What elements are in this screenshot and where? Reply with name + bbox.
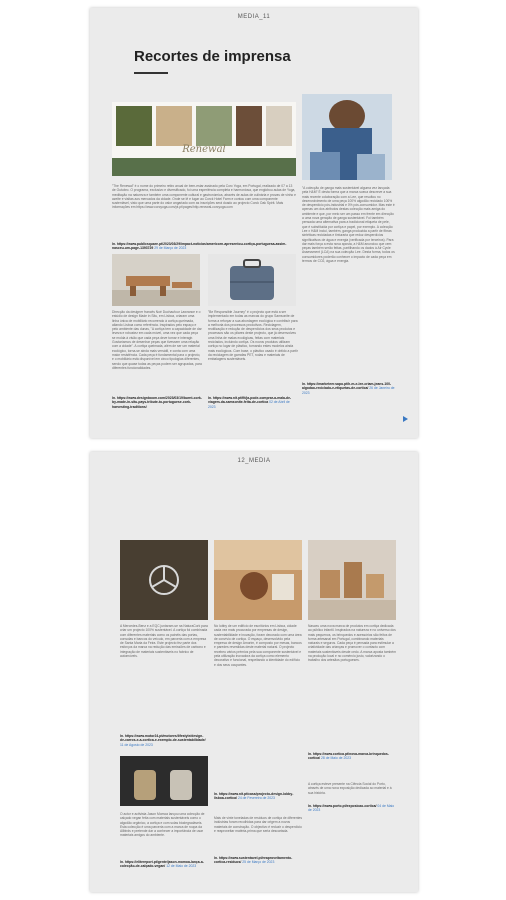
- page-title: Recortes de imprensa: [134, 48, 291, 65]
- article-waste-url[interactable]: In. https://www.sustentavel.pt/reaproveitamento-cortica-residuos/: [214, 856, 293, 865]
- cork-toys-photo: [308, 540, 396, 620]
- article-toys-body: Nasceu uma nova marca de produtos em cortiça dedicada ao público infantil. Inspirados na natureza e no universo dos mais pequenos, os brinquedos e acessórios são feitos de forma artesanal em Portugal, combinando materiais naturais e seguros. Cada peça é pensada para estimular a criatividade das crianças e promover o contacto com materiais sustentáveis desde cedo. A marca aposta também na produção local e no comércio justo, valorizando o trabalho dos artesãos portugueses.: [308, 624, 396, 663]
- article-suitcase-url[interactable]: In. https://www.nit.pt/fit/ja-pode-comprar-a-mala-de-viagem-da-samsonite-feita-de-cortica: [208, 396, 292, 405]
- article-waste-link[interactable]: [214, 856, 302, 865]
- article-mercedes-url[interactable]: In. https://www.motor24.pt/motores/lifestyle/design-de-carros-e-a-cortica-e-exemplo-de-sustentabilidade/: [120, 734, 206, 743]
- article-waste-date: 25 de Março de 2023: [242, 860, 275, 865]
- article-shoes-text: [120, 812, 208, 858]
- cork-lobby-photo: [214, 540, 302, 620]
- article-toys-text: [308, 624, 396, 750]
- page-header: 12_MEDIA: [237, 458, 271, 464]
- article-mercedes-date: 11 de Agosto de 2023: [120, 742, 153, 747]
- next-page-arrow-icon[interactable]: [403, 416, 408, 422]
- article-mercedes-text: [120, 624, 208, 732]
- article-lobby-date: 24 de Fevereiro de 2023: [237, 796, 275, 801]
- article-exhibition-text: [308, 782, 396, 802]
- article-renewal-link[interactable]: [112, 242, 296, 251]
- suitcase-photo: [208, 254, 296, 306]
- article-shoes-body: O actor e activista Jason Momoa lançou uma colecção de calçado vegan feita com materiais sustentáveis como o algodão orgânico, a cortiça e com solas biodegradáveis. Esta colecção é uma parceria com a marca de roupa da Allbirds e pretende dar a conhecer a importância de usar materiais amigos do ambiente.: [120, 812, 205, 838]
- article-lobby-text: [214, 624, 302, 790]
- article-waste-text: [214, 816, 302, 854]
- article-mercedes-body: A Mercedes-Benz e a EQC juntaram-se na NaturaCork para criar um projecto 100% sustentável. A cortiça foi combinada com diferentes materiais como os painéis das portas, consolas e bancos do veículo, em parceria com a empresa de Santa Maria da Feira. Este projecto fez parte dos esforços da marca na redução das emissões de carbono e integração de materiais sustentáveis no fabrico de automóveis.: [120, 624, 208, 659]
- page-media-11: [90, 8, 418, 438]
- article-waste-body: Mais de vinte toneladas de resíduos de cortiça de diferentes indústrias foram recolhidas para dar origem a novos materiais de construção. O objectivo é reduzir o desperdício e reaproveitar matéria-prima que seria descartada.: [214, 816, 302, 833]
- article-renewal-url[interactable]: In. https://www.publicsquare.pt/2023/03/29/impact-noticias/americorn-apresentou-cortiça-portuguesa-assim-nasceu-um-page-1393729: [112, 242, 287, 251]
- article-jeans-link[interactable]: [302, 382, 396, 395]
- article-exhibition-url[interactable]: In. https://www.porto.pt/exposicao-cortica/: [308, 804, 377, 808]
- article-cork-furniture-link[interactable]: [112, 396, 202, 409]
- article-jeans-date: 26 de Janeiro de 2023: [302, 386, 395, 395]
- article-lobby-url[interactable]: In. https://www.nit.pt/casa/projecto-design-lobby-lisboa-cortica/: [214, 792, 294, 801]
- article-jeans-text: [302, 186, 396, 376]
- article-lobby-link[interactable]: [214, 792, 302, 801]
- article-suitcase-body: "Be Responsible Journey" é o projecto que está a ser implementado em todas as marcas do grupo Samsonite de forma a reforçar a sua abordagem ecológica e contribuir para a melhoria dos processos produtivos. Reciclagem, reutilização e redução de desperdícios dos seus produtos e processos são os pilares deste projecto, que já desenvolveu uma linha de malas ecológicas, feitas com materiais reciclados, incluindo cortiça. Os novos produtos utilizam cortiça no lugar de plástico, tornando estes modelos ainda mais ecológicos. Com base, o plástico usado é obtido a partir da reciclagem de garrafas PET, rodas e materiais de embalagens sustentáveis.: [208, 310, 298, 362]
- article-cork-furniture-text: [112, 310, 202, 394]
- article-toys-url[interactable]: In. https://www.cortica.pt/nova-marca-brinquedos-cortica/: [308, 752, 389, 761]
- article-exhibition-body: A cortiça esteve presente na Ciência Social do Porto, através de uma nova exposição dedicada ao material e à sua história.: [308, 782, 392, 795]
- article-jeans-url[interactable]: In. https://marketeer.sapo.pt/h-m-e-lee-criam-jeans-100-algodao-reciclado-e-etiquetas-de-cortica/: [302, 382, 392, 391]
- article-suitcase-link[interactable]: [208, 396, 298, 409]
- article-toys-link[interactable]: [308, 752, 396, 761]
- jeans-photo: [302, 94, 392, 180]
- article-renewal-body: "The Renewal" é o nome do primeiro retiro anual de bem-estar assinado pela Corc Yoga, em Portugal, realizado de 07 a 13 de Outubro. O programa, exclusivo e diversificado, foi uma esperiência completa e harmoniosa, que englobou aulas de Yoga, meditação na natureza e também uma componente cultural e gastronómica, através de aulas de culinária e provas de vinho e azeite e visitas aos mercados da cidade. Onde se lê e lugar ao Corck Hotel Farm e contou com uma componente sustentável, visto que uma parte do valor angariado com as inscrições será doado ao projecto Corck Oak Spirit. Mais informações em https://www.corcyoga.com/pt-pt/pages/http-renewal-corcyoga.com: [112, 184, 296, 210]
- mercedes-photo: [120, 540, 208, 620]
- article-suitcase-date: 02 de Abril de 2023: [208, 400, 290, 409]
- cork-furniture-photo: [112, 254, 200, 306]
- article-exhibition-date: 04 de Maio de 2023: [308, 804, 395, 813]
- article-suitcase-text: [208, 310, 298, 394]
- article-shoes-date: 12 de Maio de 2023: [166, 864, 197, 869]
- article-toys-date: 28 de Maio de 2023: [321, 756, 351, 761]
- article-mercedes-link[interactable]: [120, 734, 208, 747]
- page-header: MEDIA_11: [237, 14, 271, 20]
- title-underline: [134, 72, 168, 74]
- renewal-banner-image: [112, 102, 296, 176]
- article-jeans-body: "A colecção de ganga mais sustentável alguma vez lançada pela H&M" É desta forma que a marca sueca descreve a sua mais recente colaboração com a Lee, que resultou no desenvolvimento de uma peça 100% algodão reciclado 100% de desperdício pós-industrial e 0% pós-consumidor. Mas este é apenas um dos atributos destas colecção mais amiga do ambiente e que, por meio ser um passo em frente em direcção a uma nova geração de ganga sustentável. Foi também pensada uma alternativa para a tradicional etiqueta de pele, que é substituída por cortiça e papel, por exemplo. A colecção Lee x H&M inclui, também, ganga produzida a partir de fibras sintéticas recicladas e tinturaria que reduz desperdícios significativos de água e energia (verificada por terceiros). Para dar mais força a esta nova aposta, a H&M anunciou que cem peças também serão feitas, partilhando os dados à Air Cycle Assessment (LCA) na sua colecção Lee. Desta forma, todos os consumidores poderão conhecer o impacto de cada peça em termos de CO2, água e energia.: [302, 186, 395, 264]
- page-media-12: [90, 452, 418, 892]
- article-cork-furniture-body: Direcção da designer francês Noé Duchaufour Lawrance e o estúdio de design Made in Situ, em Lisboa, criaram uma linha única de mobiliário recorrendo à cortiça queimada, aliando Lisboa como referência. Inspirados pelo espaço e pelo ambiente das dunas, "A cortiça tem a capacidade de dar leveza e robustez em cada móvel, uma vez que cada peça se molda à visão que cada peça deve tomar e interagir. Gostaríamos de desenhar peças que tivessem uma relação com a cidade". A cortiça queimada, além de ser um material ecológico, torna-se ainda mais versátil, e conta com uma maior resistência. Cada peça é fundamental para o projecto, e o mobiliário está disponível em cinco tipologias diferentes, sendo que quase todas as peças podem ser agrupadas, para diferentes funcionalidades.: [112, 310, 202, 370]
- article-shoes-url[interactable]: In. https://elitereport.pt/gente/jason-momoa-lança-a-colecção-de-calçado-vegan/: [120, 860, 204, 869]
- article-lobby-body: No lobby de um edifício de escritórios em Lisboa, cidade cada vez mais procurada por empresas de design, sustentabilidade e inovação, foram decorado com uma área de convívio de cortiça. O espaço, desenvolvido pela empresa de design Amorim, é composto por mesas, bancos e paredes revestidas deste material natural. O projecto recebeu vários prémios pela sua componente sustentável e pela utilização inovadora da cortiça como elemento decorativo e funcional, respeitando a identidade do edifício e dos seus ocupantes.: [214, 624, 302, 667]
- article-renewal-text: [112, 184, 296, 212]
- shoes-photo: [120, 756, 208, 806]
- banner-script-text: Renewal: [182, 144, 226, 155]
- article-renewal-date: 29 de Março de 2023: [154, 246, 187, 251]
- article-cork-furniture-url[interactable]: In. https://www.designboom.com/2023/03/19/burnt-cork-by-made-in-situ-pays-tribute-to-portuguese-cork-harvesting-traditions/: [112, 396, 202, 409]
- article-shoes-link[interactable]: [120, 860, 208, 869]
- article-exhibition-link[interactable]: [308, 804, 396, 813]
